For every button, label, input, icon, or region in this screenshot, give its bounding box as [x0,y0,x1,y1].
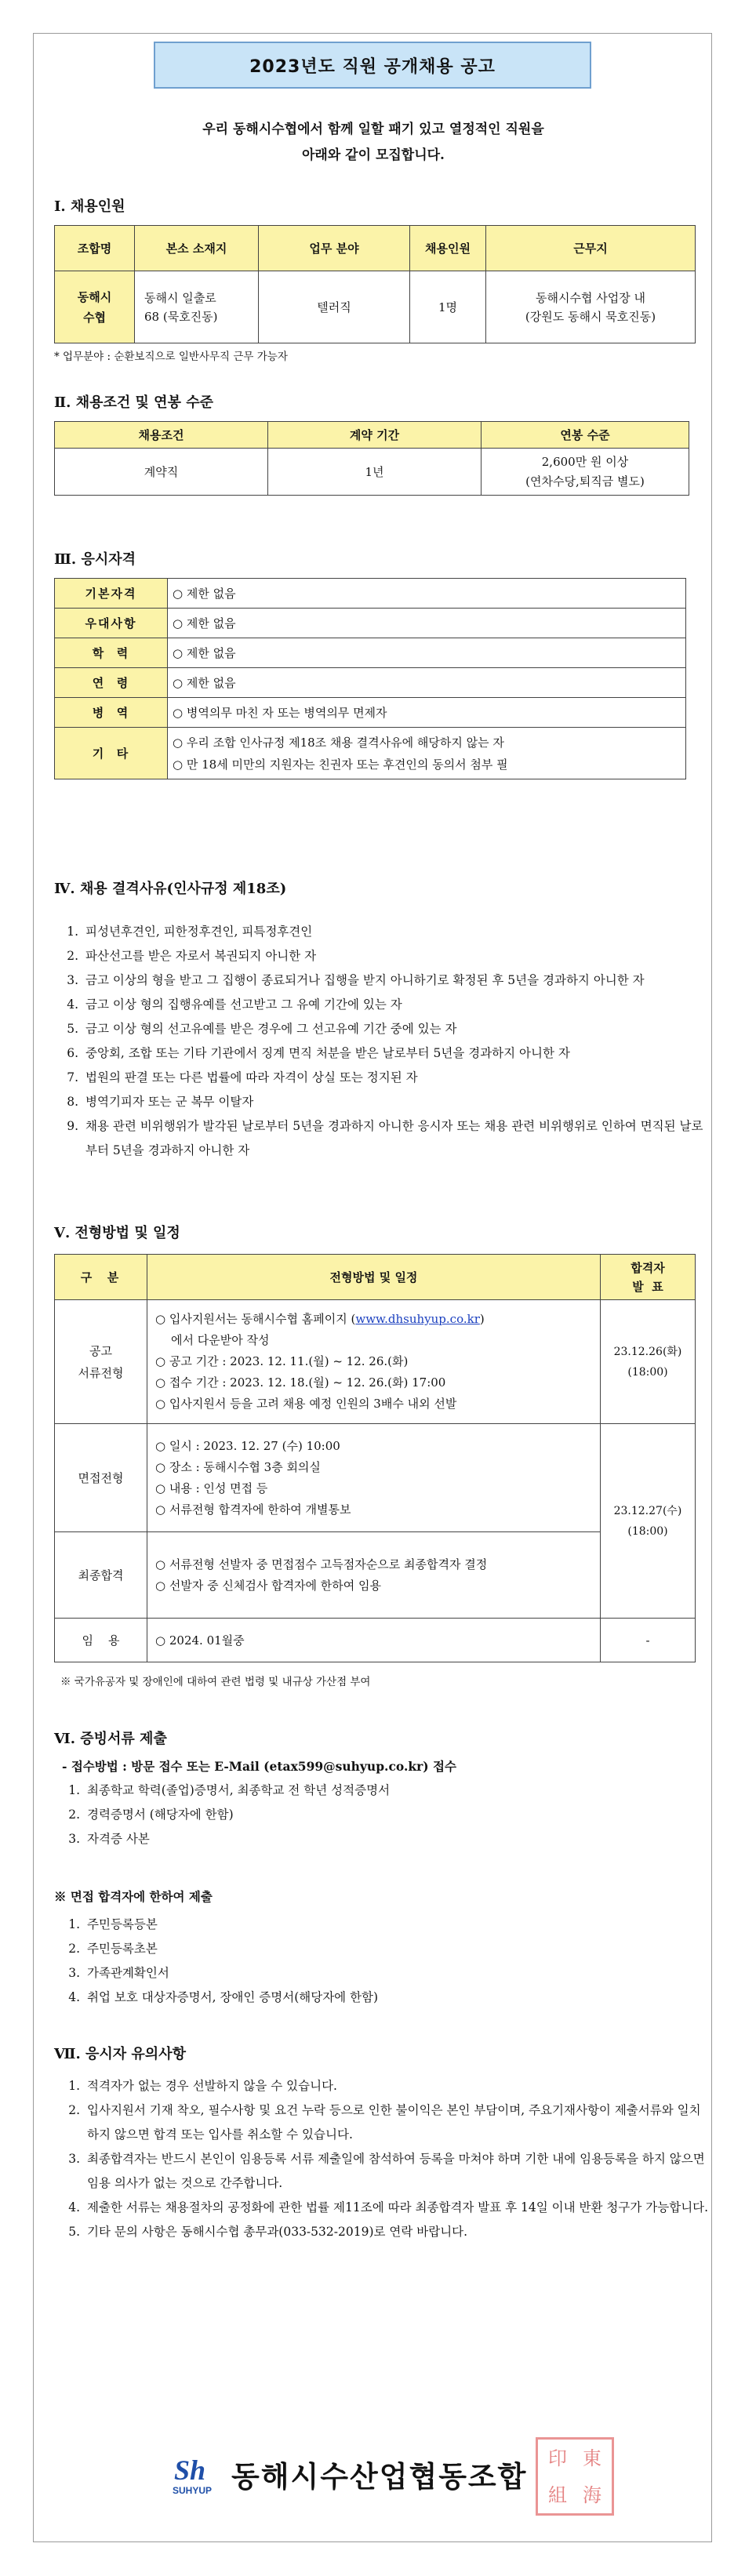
section-7-heading: Ⅶ. 응시자 유의사항 [54,2046,186,2062]
list-item: 2. 주민등록초본 [84,1937,703,1961]
footer [34,2437,713,2523]
method-line: ○ 내용 : 인성 면접 등 [155,1481,268,1495]
row-label-doc [55,1300,147,1424]
brand-sub: SUHYUP [173,2485,213,2496]
th-workplace: 근무지 [486,226,696,271]
section-3-heading: Ⅲ. 응시자격 [54,551,136,568]
th-field: 업무 분야 [259,226,410,271]
announce-line: (18:00) [627,1365,668,1379]
th-count: 채용인원 [410,226,486,271]
suhyup-logo [171,2451,218,2498]
th-announce [601,1255,696,1300]
salary-line: 2,600만 원 이상 [541,454,629,469]
announce-header-line: 발 표 [632,1279,663,1294]
process-table [54,1254,696,1662]
announce-line: 23.12.27(수) [613,1504,682,1517]
qual-value: ○ 제한 없음 [168,609,686,638]
row-label-interview: 면접전형 [55,1424,147,1532]
qual-line: ○ 만 18세 미만의 지원자는 친권자 또는 후견인의 동의서 첨부 필 [173,757,508,772]
label-line: 서류전형 [78,1365,124,1380]
homepage-link[interactable]: www.dhsuhyup.co.kr [355,1312,480,1326]
documents-list [62,1778,703,1851]
brand-mark: Sh [174,2454,206,2486]
intro-line: 우리 동해시수협에서 함께 일할 패기 있고 열정적인 직원을 [202,122,544,137]
cell-salary [482,449,689,496]
qual-label: 병 역 [55,698,168,728]
th-condition: 채용조건 [55,422,268,449]
interview-docs-heading: ※ 면접 합격자에 한하여 제출 [54,1889,213,1904]
method-line: ○ 공고 기간 : 2023. 12. 11.(월) ~ 12. 26.(화) [155,1354,409,1368]
section-1-note: * 업무분야 : 순환보직으로 일반사무직 근무 가능자 [54,351,288,363]
list-item: 1. 최종학교 학력(졸업)증명서, 최종학교 전 학년 성적증명서 [84,1778,703,1803]
cell-address [135,271,259,343]
notice-title: 2023년도 직원 공개채용 공고 [154,42,591,89]
list-item: 4. 제출한 서류는 채용절차의 공정화에 관한 법률 제11조에 따라 최종합격자 발표 후 14일 이내 반환 청구가 가능합니다. [84,2196,711,2220]
qual-label: 기 타 [55,728,168,779]
intro-text [34,117,713,169]
cell-org [55,271,135,343]
intro-line: 아래와 같이 모집합니다. [302,147,445,163]
method-text: ○ 입사지원서는 동해시수협 홈페이지 ( [155,1312,356,1326]
method-line [155,1309,595,1330]
seal-glyph: 海 [583,2483,601,2506]
list-item: 2. 경력증명서 (해당자에 한함) [84,1803,703,1827]
workplace-line: 동해시수협 사업장 내 [536,290,645,305]
row-announce-appoint: - [601,1619,696,1662]
th-method: 전형방법 및 일정 [147,1255,601,1300]
row-method-final [147,1532,601,1619]
announce-line: (18:00) [627,1524,668,1538]
method-line: ○ 접수 기간 : 2023. 12. 18.(월) ~ 12. 26.(화) 17:00 [155,1375,446,1390]
section-5-heading: Ⅴ. 전형방법 및 일정 [54,1225,180,1241]
th-salary: 연봉 수준 [482,422,689,449]
list-item: 8. 병역기피자 또는 군 복무 이탈자 [82,1090,710,1114]
section-4-heading: Ⅳ. 채용 결격사유(인사규정 제18조) [54,881,287,897]
qual-value: ○ 제한 없음 [168,579,686,609]
qual-value [168,728,686,779]
list-item: 3. 금고 이상의 형을 받고 그 집행이 종료되거나 집행을 받지 아니하기로 확정된 후 5년을 경과하지 아니한 자 [82,968,710,993]
cell-count: 1명 [410,271,486,343]
qual-label: 연 령 [55,668,168,698]
list-item: 3. 자격증 사본 [84,1827,703,1851]
th-org: 조합명 [55,226,135,271]
list-item: 4. 취업 보호 대상자증명서, 장애인 증명서(해당자에 한함) [84,1986,703,2010]
qual-label: 학 력 [55,638,168,668]
row-announce-doc [601,1300,696,1424]
method-line: ○ 선발자 중 신체검사 합격자에 한하여 임용 [155,1578,382,1593]
method-line: ○ 서류전형 선발자 중 면접점수 고득점자순으로 최종합격자 결정 [155,1557,488,1571]
method-line: ○ 입사지원서 등을 고려 채용 예정 인원의 3배수 내외 선발 [155,1397,457,1411]
label-line: 공고 [89,1343,112,1358]
seal-glyph: 東 [583,2447,601,2469]
cell-condition: 계약직 [55,449,268,496]
th-period: 계약 기간 [268,422,482,449]
announce-header-line: 합격자 [631,1260,665,1275]
cell-field: 텔러직 [259,271,410,343]
address-line: 68 (묵호진동) [144,309,218,324]
list-item: 2. 파산선고를 받은 자로서 복권되지 아니한 자 [82,944,710,968]
row-method-interview [147,1424,601,1532]
method-line: ○ 서류전형 합격자에 한하여 개별통보 [155,1502,351,1517]
row-method-doc [147,1300,601,1424]
org-line: 동해시 [77,289,112,304]
qualification-table [54,578,686,779]
list-item: 5. 금고 이상 형의 선고유예를 받은 경우에 그 선고유예 기간 중에 있는 자 [82,1017,710,1041]
qual-line: ○ 우리 조합 인사규정 제18조 채용 결격사유에 해당하지 않는 자 [173,735,504,750]
address-line: 동해시 일출로 [144,290,216,305]
row-label-final: 최종합격 [55,1532,147,1619]
notices-list [62,2074,711,2244]
org-name: 동해시수산업협동조합 [231,2460,528,2494]
org-line: 수협 [83,310,106,325]
recruit-count-table [54,225,696,343]
list-item: 1. 주민등록등본 [84,1913,703,1937]
list-item: 2. 입사지원서 기재 착오, 필수사항 및 요건 누락 등으로 인한 불이익은 본인 부담이며, 주요기재사항이 제출서류와 일치하지 않으면 합격 또는 입사를 취소할 수 있습니다. [84,2098,711,2147]
workplace-line: (강원도 동해시 묵호진동) [525,309,656,324]
th-category: 구 분 [55,1255,147,1300]
cell-period: 1년 [268,449,482,496]
list-item: 3. 최종합격자는 반드시 본인이 임용등록 서류 제출일에 참석하여 등록을 마쳐야 하며 기한 내에 임용등록을 하지 않으면 임용 의사가 없는 것으로 간주합니다. [84,2147,711,2196]
list-item: 4. 금고 이상 형의 집행유예를 선고받고 그 유예 기간에 있는 자 [82,993,710,1017]
list-item: 1. 적격자가 없는 경우 선발하지 않을 수 있습니다. [84,2074,711,2098]
qual-value: ○ 제한 없음 [168,668,686,698]
row-label-appoint: 임 용 [55,1619,147,1662]
disqualification-list [60,920,710,1163]
list-item: 6. 중앙회, 조합 또는 기타 기관에서 징계 면직 처분을 받은 날로부터 5년을 경과하지 아니한 자 [82,1041,710,1066]
section-2-heading: Ⅱ. 채용조건 및 연봉 수준 [54,394,213,411]
list-item: 9. 채용 관련 비위행위가 발각된 날로부터 5년을 경과하지 아니한 응시자 또는 채용 관련 비위행위로 인하여 면직된 날로부터 5년을 경과하지 아니한 자 [82,1114,710,1163]
qual-value: ○ 병역의무 마친 자 또는 병역의무 면제자 [168,698,686,728]
announce-line: 23.12.26(화) [613,1345,682,1358]
official-seal [536,2437,614,2516]
suhyup-logo-icon [171,2451,218,2498]
method-line: ○ 일시 : 2023. 12. 27 (수) 10:00 [155,1438,340,1453]
submission-method: - 접수방법 : 방문 접수 또는 E-Mail (etax599@suhyup.co.kr) 접수 [62,1759,456,1774]
conditions-table [54,421,689,496]
th-address: 본소 소재지 [135,226,259,271]
method-line: 에서 다운받아 작성 [171,1333,270,1347]
qual-value: ○ 제한 없음 [168,638,686,668]
qual-label: 기본자격 [55,579,168,609]
interview-docs-list [62,1913,703,2010]
notice-page [33,33,712,2542]
section-5-note: ※ 국가유공자 및 장애인에 대하여 관련 법령 및 내규상 가산점 부여 [60,1676,371,1688]
list-item: 7. 법원의 판결 또는 다른 법률에 따라 자격이 상실 또는 정지된 자 [82,1066,710,1090]
row-announce-interview [601,1424,696,1619]
seal-glyph: 印 [548,2447,567,2469]
section-6-heading: Ⅵ. 증빙서류 제출 [54,1731,167,1747]
method-line: ○ 장소 : 동해시수협 3층 회의실 [155,1459,321,1474]
qual-label: 우대사항 [55,609,168,638]
list-item: 5. 기타 문의 사항은 동해시수협 총무과(033-532-2019)로 연락 바랍니다. [84,2220,711,2244]
salary-line: (연차수당,퇴직금 별도) [525,474,645,489]
seal-glyph: 組 [548,2483,567,2506]
section-1-heading: Ⅰ. 채용인원 [54,198,125,215]
row-method-appoint: ○ 2024. 01월중 [147,1619,601,1662]
list-item: 3. 가족관계확인서 [84,1961,703,1986]
list-item: 1. 피성년후견인, 피한정후견인, 피특정후견인 [82,920,710,944]
method-text: ) [479,1312,485,1326]
cell-workplace [486,271,696,343]
